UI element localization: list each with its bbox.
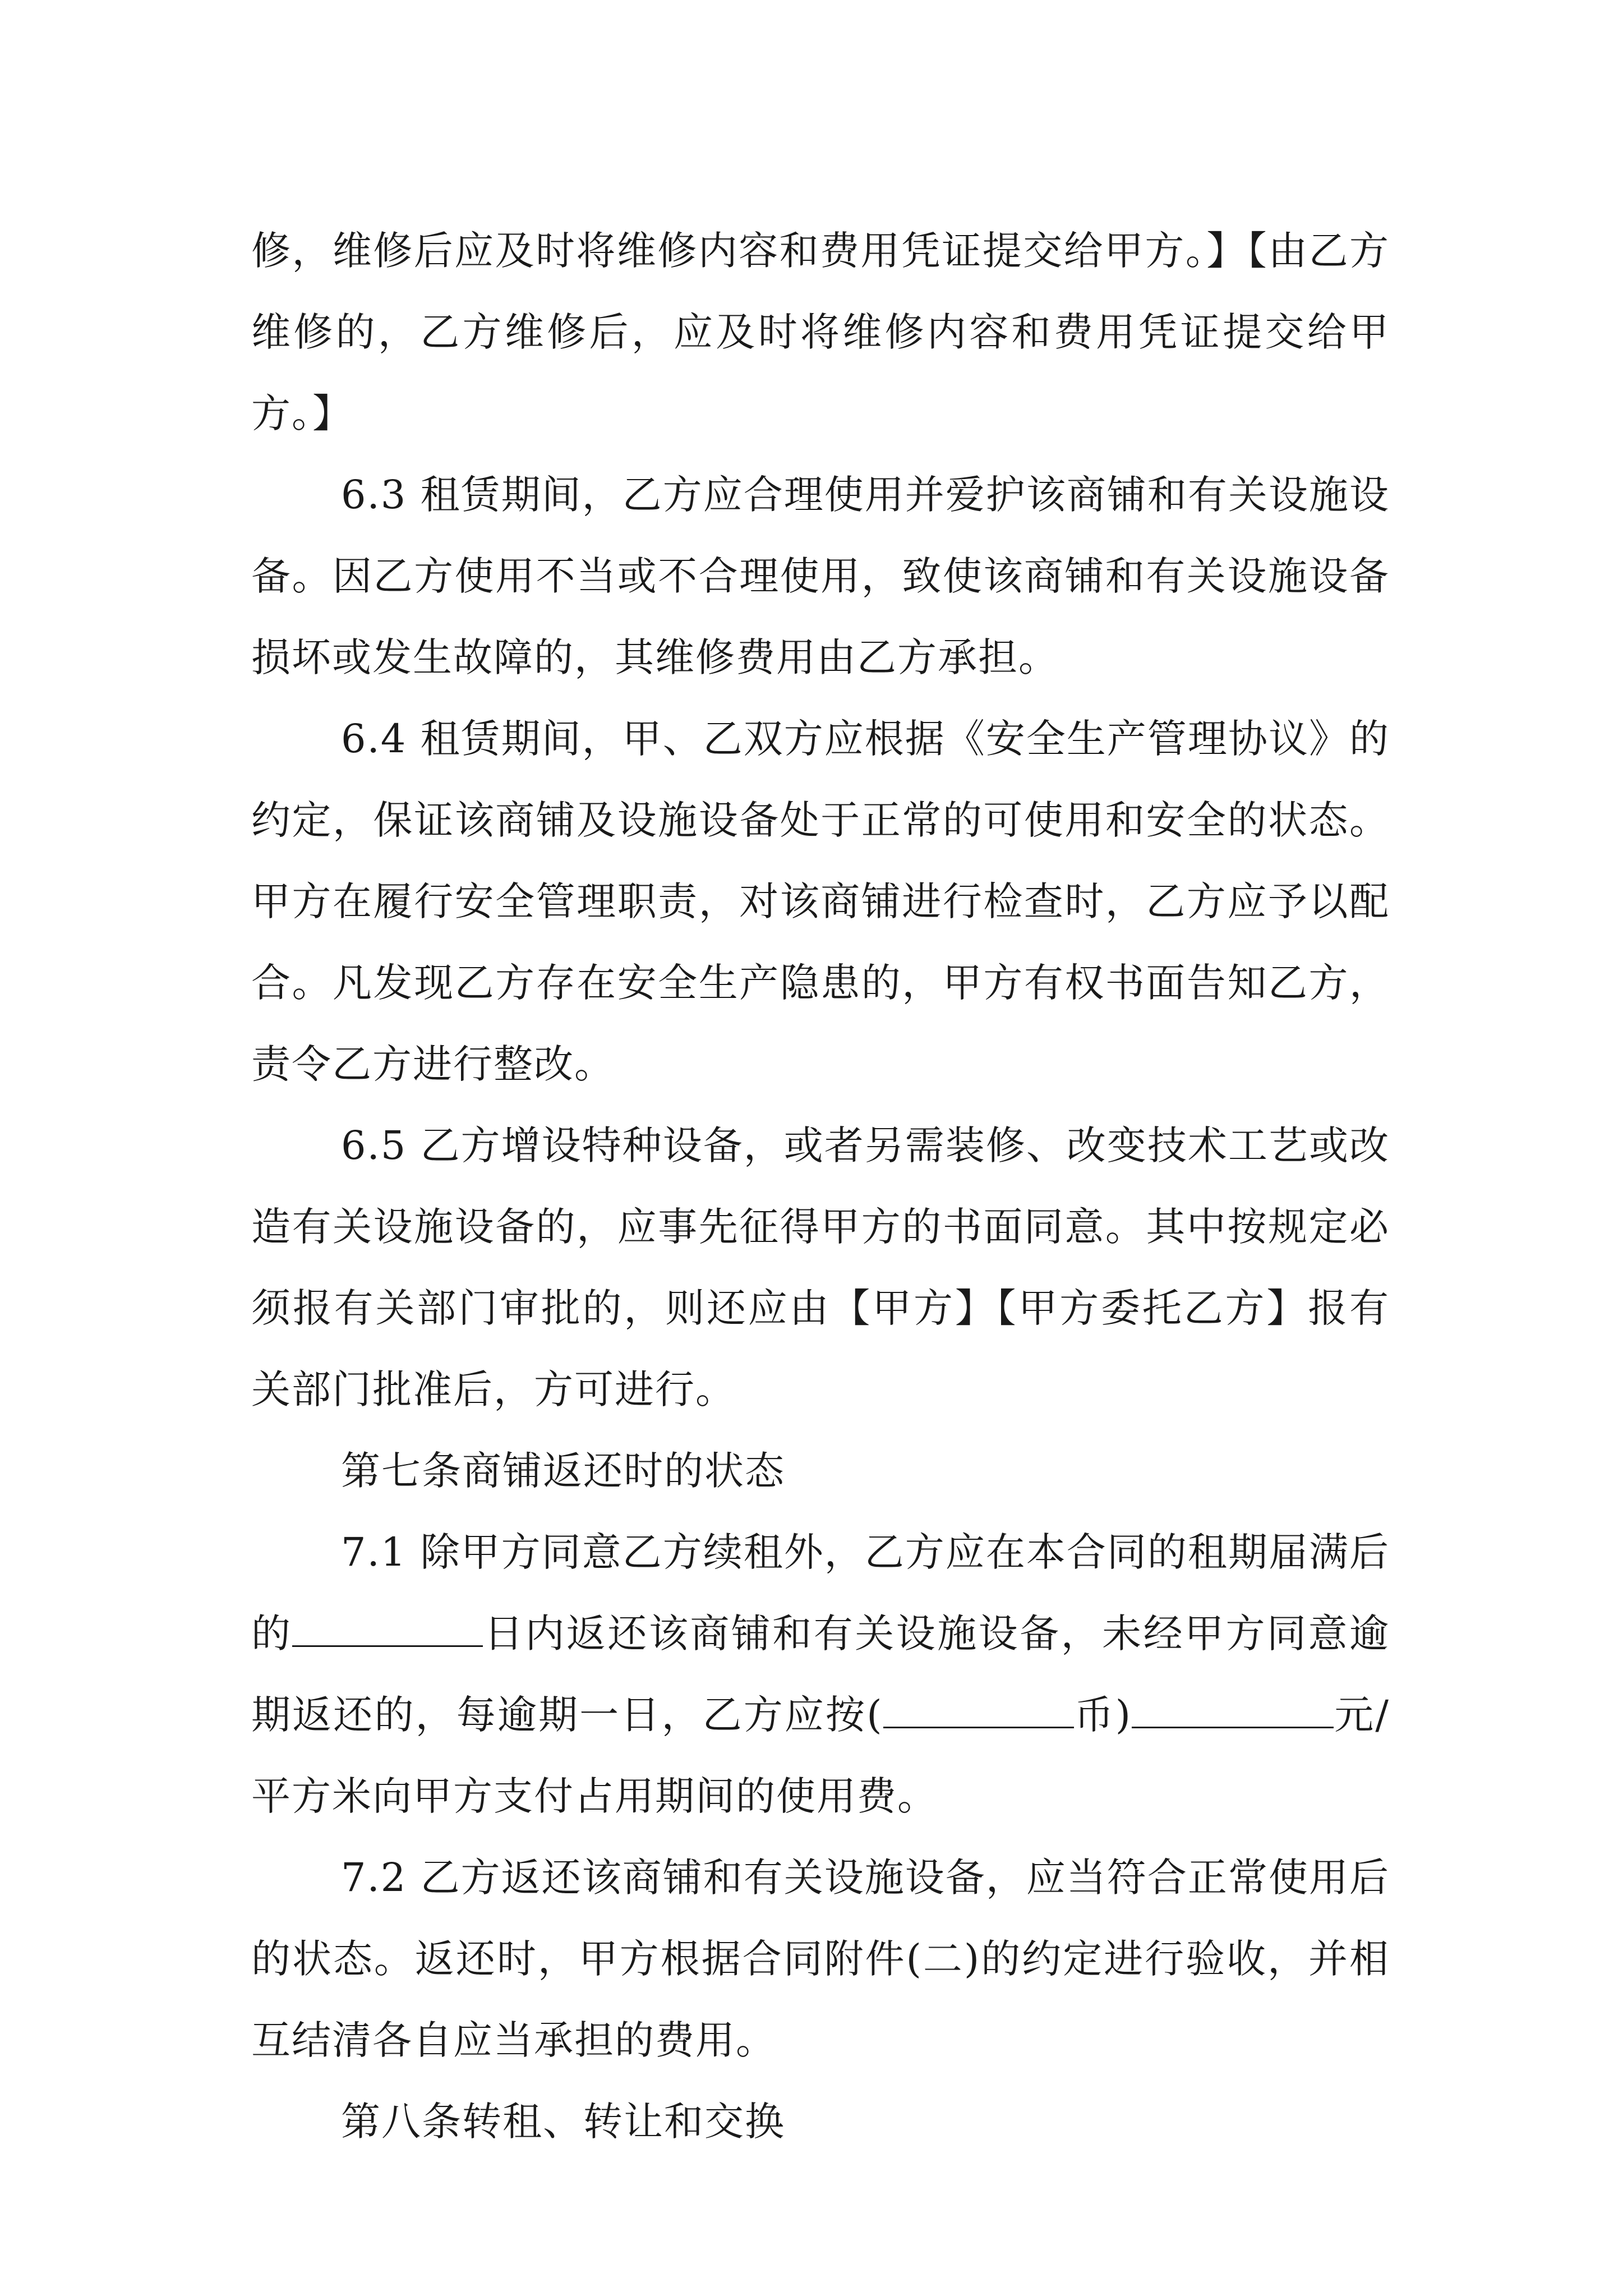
paragraph-6-5: 6.5 乙方增设特种设备，或者另需装修、改变技术工艺或改造有关设施设备的，应事先征得甲方的书面同意。其中按规定必须报有关部门审批的，则还应由【甲方】【甲方委托乙方】报有关部门批准后，方可进行。: [251, 1122, 1390, 1412]
paragraph-6-3: 6.3 租赁期间，乙方应合理使用并爱护该商铺和有关设施设备。因乙方使用不当或不合理使用，致使该商铺和有关设施设备损坏或发生故障的，其维修费用由乙方承担。: [251, 472, 1390, 680]
paragraph-6-4: 6.4 租赁期间，甲、乙双方应根据《安全生产管理协议》的约定，保证该商铺及设施设备处于正常的可使用和安全的状态。甲方在履行安全管理职责，对该商铺进行检查时，乙方应予以配合。凡发现乙方存在安全生产隐患的，甲方有权书面告知乙方，责令乙方进行整改。: [251, 716, 1390, 1087]
heading-article-7: 第七条商铺返还时的状态: [341, 1448, 785, 1494]
paragraph-7-1-part-d: 元/平方米向甲方支付占用期间的使用费。: [251, 1692, 1390, 1819]
paragraph-7-1-part-c: 币): [1073, 1692, 1132, 1738]
paragraph-7-1: [251, 1512, 1390, 1837]
paragraph-7-1-part-b: 日内返还该商铺和有关设施设备，未经甲方同意逾期返还的，每逾期一日，乙方应按(: [251, 1611, 1390, 1738]
fill-in-blank-days[interactable]: [292, 1612, 483, 1647]
paragraph-7-1-part-a: 7.1 除甲方同意乙方续租外，乙方应在本合同的租期届满后的: [251, 1529, 1390, 1657]
fill-in-blank-amount[interactable]: [1132, 1693, 1334, 1728]
heading-article-8: 第八条转租、转让和交换: [341, 2099, 785, 2145]
paragraph-repair-continuation: 修，维修后应及时将维修内容和费用凭证提交给甲方。】【由乙方维修的，乙方维修后，应及时将维修内容和费用凭证提交给甲方。】: [251, 228, 1390, 436]
fill-in-blank-currency[interactable]: [883, 1693, 1074, 1728]
paragraph-7-2: 7.2 乙方返还该商铺和有关设施设备，应当符合正常使用后的状态。返还时，甲方根据合同附件(二)的约定进行验收，并相互结清各自应当承担的费用。: [251, 1855, 1390, 2063]
document-body: [251, 210, 1390, 2162]
